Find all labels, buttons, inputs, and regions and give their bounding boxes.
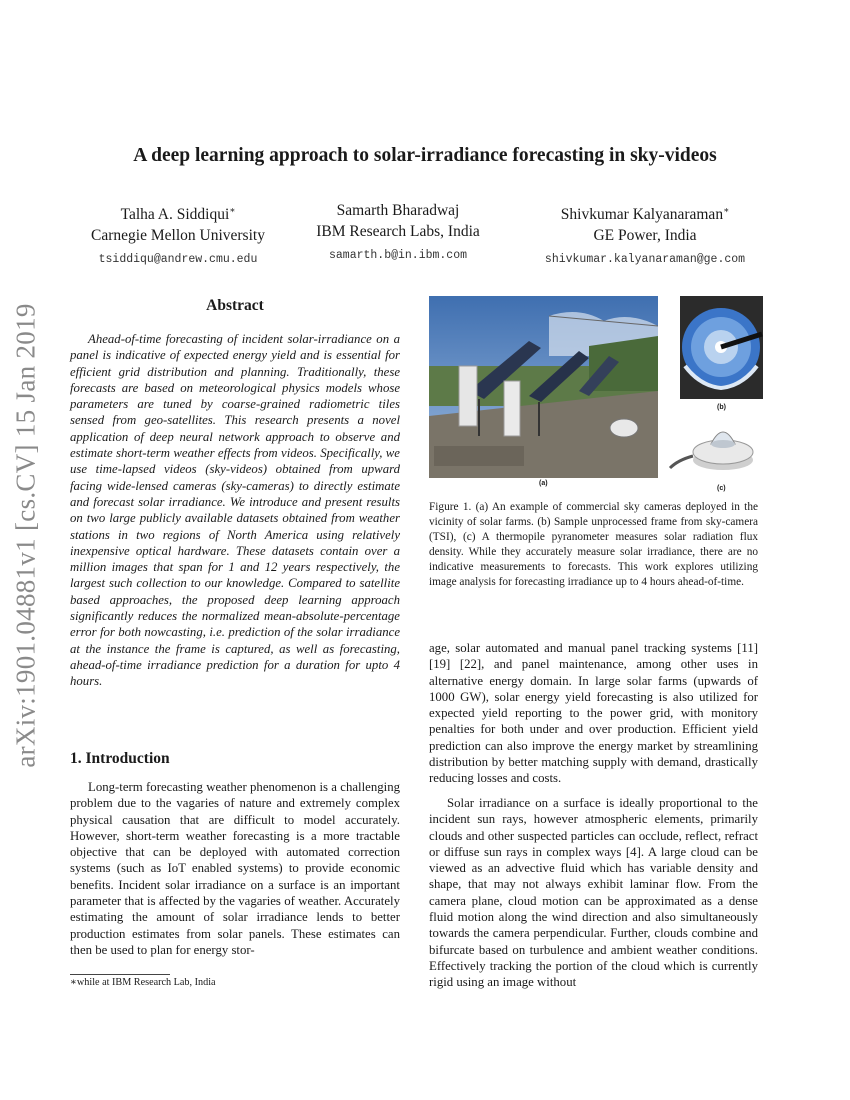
author-block-3 bbox=[514, 200, 776, 270]
figure-caption: Figure 1. (a) An example of commercial sky cameras deployed in the vicinity of solar farms. (b) Sample unprocessed frame from sky-camera (TSI), (c) A thermopile pyranometer measures solar radiation flux density. While they accurately measure solar irradiance, there are no indicative measurements to forecasts. This work explores utilizing image analysis for forecasting irradiance up to 4 hours ahead-of-time. bbox=[429, 501, 758, 588]
footnote: ∗while at IBM Research Lab, India bbox=[70, 977, 216, 988]
author-name: Shivkumar Kalyanaraman∗ bbox=[560, 205, 730, 224]
author-affiliation: GE Power, India bbox=[593, 227, 697, 245]
figure-1b-photo bbox=[680, 296, 763, 399]
author-affiliation: Carnegie Mellon University bbox=[91, 227, 265, 245]
paper-title: A deep learning approach to solar-irradiance forecasting in sky-videos bbox=[133, 145, 717, 166]
author-name: Samarth Bharadwaj bbox=[336, 202, 460, 219]
author-name: Talha A. Siddiqui∗ bbox=[120, 205, 236, 224]
author-email[interactable]: tsiddiqu@andrew.cmu.edu bbox=[98, 253, 258, 267]
figure-label-c: (c) bbox=[717, 485, 726, 492]
right-column-paragraph-1: age, solar automated and manual panel tracking systems [11] [19] [22], and panel maintenance, among other uses in alternative energy domain. In large solar farms (upwards of 1000 GW), solar energy yield forecasting is also utilized for expected yield reporting to the power grid, with monitory penalties for both under and over production. Efficient yield prediction can also improve the energy market by streamlining distribution by better matching supply with demand, drastically reducing losses and costs. bbox=[429, 641, 758, 786]
sky-camera-frame-illustration bbox=[680, 296, 763, 399]
figure-1c-photo bbox=[668, 412, 763, 478]
author-email[interactable]: samarth.b@in.ibm.com bbox=[328, 249, 468, 262]
abstract-heading: Abstract bbox=[206, 297, 264, 314]
author-affiliation: IBM Research Labs, India bbox=[316, 223, 480, 240]
figure-label-a-text: (a) bbox=[539, 480, 548, 487]
solar-rooftop-illustration bbox=[429, 296, 658, 478]
author-block-2 bbox=[298, 200, 498, 266]
arxiv-identifier bbox=[6, 290, 46, 780]
author-block-1 bbox=[78, 200, 278, 270]
figure-label-b: (b) bbox=[717, 404, 726, 411]
arxiv-identifier-text: arXiv:1901.04881v1 [cs.CV] 15 Jan 2019 bbox=[10, 302, 41, 768]
author-email[interactable]: shivkumar.kalyanaraman@ge.com bbox=[544, 253, 746, 267]
footnote-rule bbox=[70, 974, 170, 975]
introduction-heading: 1. Introduction bbox=[70, 750, 170, 767]
figure-1a-photo bbox=[429, 296, 658, 478]
pyranometer-illustration bbox=[668, 412, 763, 478]
introduction-paragraph: Long-term forecasting weather phenomenon is a challenging problem due to the vagaries of nature and extremely complex physical causation that are difficult to model accurately. However, short-term weather forecasting is a more tractable objective that can be deployed with automated correction systems (such as IoT enabled systems) to provide economic benefits. Incident solar irradiance on a surface is an important parameter that is affected by the vagaries of weather. Accurately estimating the amount of solar irradiance lends to better production estimates from solar panels. These estimates can then be used to plan for energy stor- bbox=[70, 780, 400, 957]
right-column-paragraph-2: Solar irradiance on a surface is ideally proportional to the incident sun rays, however atmospheric elements, primarily clouds and other suspected particles can occlude, reflect, refract or diffuse sun rays in complex ways [4]. A large cloud can be viewed as an advective fluid which has variable density and shape, that may not always exhibit laminar flow. From the camera plane, cloud motion can be approximated as a dense fluid motion along the wind direction and also simultaneously towards the camera perpendicular. Further, clouds combine and bifurcate based on turbulence and ambient weather conditions. Effectively tracking the portion of the cloud which is currently rigid using an image without bbox=[429, 796, 758, 990]
abstract-text: Ahead-of-time forecasting of incident solar-irradiance on a panel is indicative of expected energy yield and is essential for efficient grid distribution and planning. Traditionally, these forecasts are based on meteorological physics models whose parameters are tuned by coarse-grained radiometric tiles sensed from geo-satellites. This research presents a novel application of deep neural network approach to observe and estimate short-term weather effects from videos. Specifically, we use time-lapsed videos (sky-videos) obtained from upward facing wide-lensed cameras (sky-cameras) to directly estimate and forecast solar irradiance. We introduce and present results on two large publicly available datasets obtained from weather stations in two regions of North America using relatively inexpensive optical hardware. These datasets contain over a million images that span for 1 and 12 years respectively, the largest such collection to our knowledge. Compared to satellite based approaches, the proposed deep learning approach significantly reduces the normalized mean-absolute-percentage error for both nowcasting, i.e. prediction of the solar irradiance at the instance the frame is captured, as well as forecasting, ahead-of-time irradiance prediction for a duration for upto 4 hours. bbox=[70, 332, 400, 689]
